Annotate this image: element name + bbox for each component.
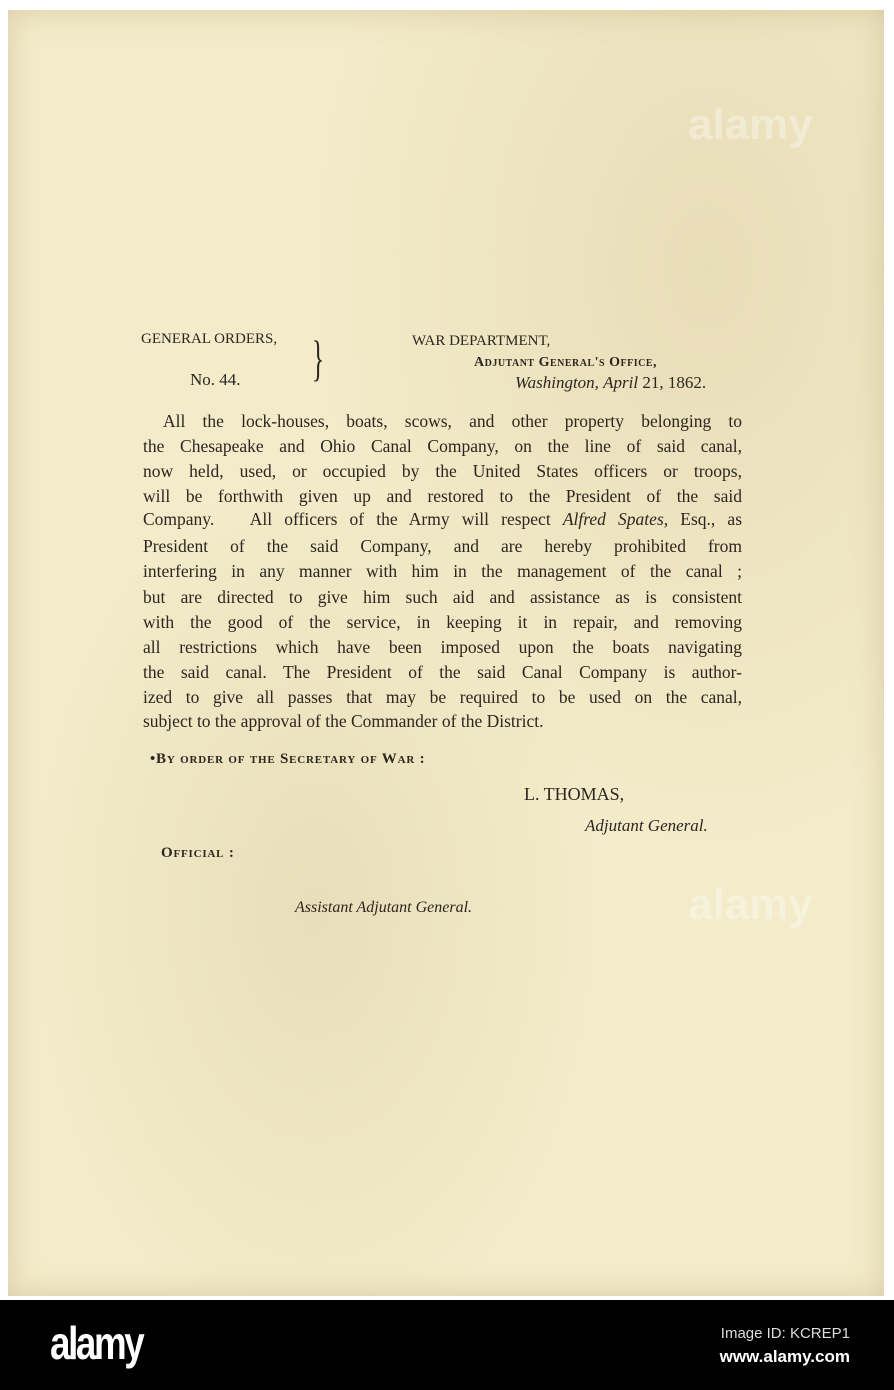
official-label: Official :	[161, 845, 235, 861]
alamy-logo: alamy	[50, 1317, 143, 1369]
body-line: the Chesapeake and Ohio Canal Company, on the line of said canal,	[143, 436, 742, 456]
body-line: President of the said Company, and are hereby prohibited from	[143, 536, 742, 556]
watermark: alamy	[688, 100, 813, 149]
date-month: April	[603, 373, 639, 392]
body-line: but are directed to give him such aid and assistance as is consistent	[143, 587, 742, 607]
office-title: Adjutant General's Office,	[474, 355, 657, 370]
order-number: No. 44.	[190, 370, 241, 389]
body-line: will be forthwith given up and restored to the President of the said	[143, 486, 742, 506]
body-line: now held, used, or occupied by the United States officers or troops,	[143, 461, 742, 481]
place: Washington,	[515, 373, 599, 392]
image-id: Image ID: KCREP1	[720, 1325, 850, 1342]
body-line	[143, 509, 742, 530]
body-line: ized to give all passes that may be required to be used on the canal,	[143, 687, 742, 707]
body-line: All the lock-houses, boats, scows, and other property belonging to	[163, 411, 742, 431]
signatory-name: L. THOMAS,	[524, 784, 625, 804]
body-line: the said canal. The President of the said Canal Company is author-	[143, 662, 742, 682]
body-line: all restrictions which have been imposed upon the boats navigating	[143, 637, 742, 657]
date-line	[515, 373, 706, 393]
watermark: alamy	[688, 880, 813, 929]
body-text: Esq., as	[668, 509, 743, 529]
body-line: subject to the approval of the Commander of the District.	[143, 711, 544, 731]
signatory-title: Adjutant General.	[585, 816, 708, 835]
body-line: interfering in any manner with him in the management of the canal ;	[143, 561, 742, 581]
footer-bar	[0, 1300, 894, 1390]
department-title: WAR DEPARTMENT,	[412, 333, 551, 349]
person-name: Alfred Spates,	[562, 509, 669, 529]
body-text: Company. All officers of the Army will respect	[143, 509, 563, 529]
date-rest: 21, 1862.	[642, 373, 707, 392]
body-line: with the good of the service, in keeping it in repair, and removing	[143, 612, 742, 632]
brace-icon: }	[312, 330, 324, 386]
general-orders-label: GENERAL ORDERS,	[141, 331, 278, 347]
site-url: www.alamy.com	[719, 1347, 850, 1366]
assistant-title: Assistant Adjutant General.	[295, 899, 473, 916]
by-order-line: •By order of the Secretary of War :	[150, 751, 426, 767]
